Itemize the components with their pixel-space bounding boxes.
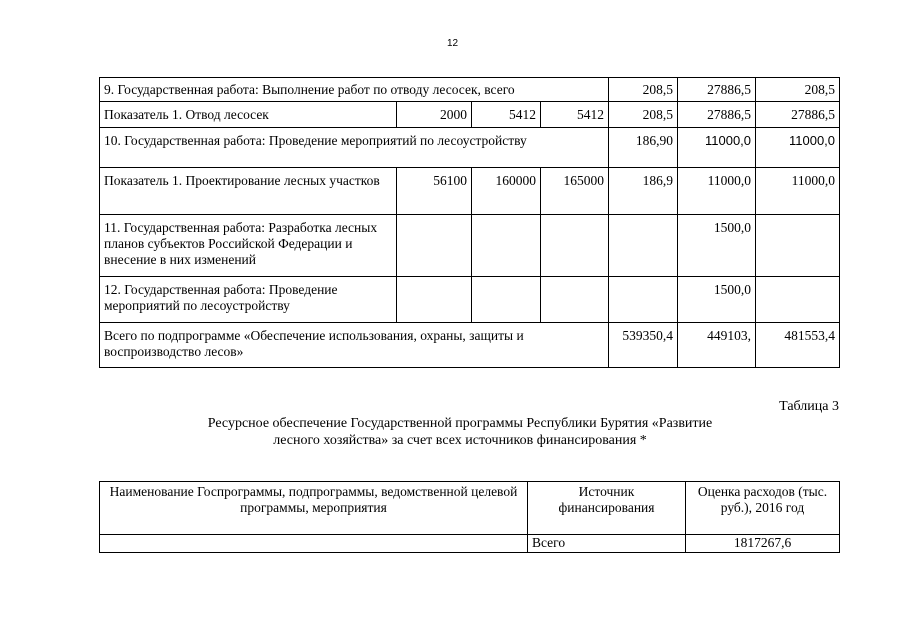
total-label: Всего по подпрограмме «Обеспечение использования, охраны, защиты и воспроизводство лесов» <box>100 323 609 368</box>
value-cell: 11000,0 <box>756 168 840 215</box>
value-cell: 11000,0 <box>678 128 756 168</box>
value-cell: 11000,0 <box>678 168 756 215</box>
table-row <box>100 128 840 168</box>
value-cell: 186,90 <box>609 128 678 168</box>
indicator-cell <box>472 215 541 277</box>
value-cell: 208,5 <box>609 78 678 102</box>
table-row <box>100 215 840 277</box>
estimate-cell: 1817267,6 <box>686 535 840 553</box>
header-name: Наименование Госпрограммы, подпрограммы, ведомственной целевой программы, мероприятия <box>100 482 528 535</box>
indicator-cell: 165000 <box>541 168 609 215</box>
indicator-cell <box>541 277 609 323</box>
page-number: 12 <box>446 38 459 49</box>
value-cell: 1500,0 <box>678 215 756 277</box>
indicator-label: Показатель 1. Отвод лесосек <box>100 102 397 128</box>
indicator-cell: 2000 <box>397 102 472 128</box>
name-cell <box>100 535 528 553</box>
work-label: 10. Государственная работа: Проведение мероприятий по лесоустройству <box>100 128 609 168</box>
value-cell: 481553,4 <box>756 323 840 368</box>
value-cell: 186,9 <box>609 168 678 215</box>
source-cell: Всего <box>528 535 686 553</box>
table-header-row <box>100 482 840 535</box>
value-cell: 449103, <box>678 323 756 368</box>
value-cell <box>756 277 840 323</box>
value-cell: 27886,5 <box>756 102 840 128</box>
value-cell <box>756 215 840 277</box>
indicator-cell <box>541 215 609 277</box>
table-row <box>100 78 840 102</box>
indicator-cell: 5412 <box>472 102 541 128</box>
value-cell: 1500,0 <box>678 277 756 323</box>
table-row <box>100 535 840 553</box>
value-cell: 11000,0 <box>756 128 840 168</box>
indicator-cell: 5412 <box>541 102 609 128</box>
indicator-label: Показатель 1. Проектирование лесных участков <box>100 168 397 215</box>
table-row <box>100 168 840 215</box>
indicator-cell <box>397 277 472 323</box>
indicator-cell: 160000 <box>472 168 541 215</box>
table-title: Ресурсное обеспечение Государственной программы Республики Бурятия «Развитие лесного хозяйства» за счет всех источников финансирования * <box>207 416 713 448</box>
table-row-total <box>100 323 840 368</box>
value-cell <box>609 277 678 323</box>
indicator-cell: 56100 <box>397 168 472 215</box>
value-cell: 208,5 <box>756 78 840 102</box>
indicator-cell <box>472 277 541 323</box>
header-estimate: Оценка расходов (тыс. руб.), 2016 год <box>686 482 840 535</box>
work-label: 12. Государственная работа: Проведение мероприятий по лесоустройству <box>100 277 397 323</box>
resource-table <box>99 481 840 553</box>
value-cell: 539350,4 <box>609 323 678 368</box>
work-label: 9. Государственная работа: Выполнение работ по отводу лесосек, всего <box>100 78 609 102</box>
value-cell <box>609 215 678 277</box>
value-cell: 27886,5 <box>678 78 756 102</box>
table-row <box>100 102 840 128</box>
table-caption: Таблица 3 <box>779 399 839 414</box>
value-cell: 208,5 <box>609 102 678 128</box>
header-source: Источник финансирования <box>528 482 686 535</box>
work-label: 11. Государственная работа: Разработка лесных планов субъектов Российской Федерации и внесение в них изменений <box>100 215 397 277</box>
table-row <box>100 277 840 323</box>
value-cell: 27886,5 <box>678 102 756 128</box>
program-works-table <box>99 77 840 368</box>
indicator-cell <box>397 215 472 277</box>
